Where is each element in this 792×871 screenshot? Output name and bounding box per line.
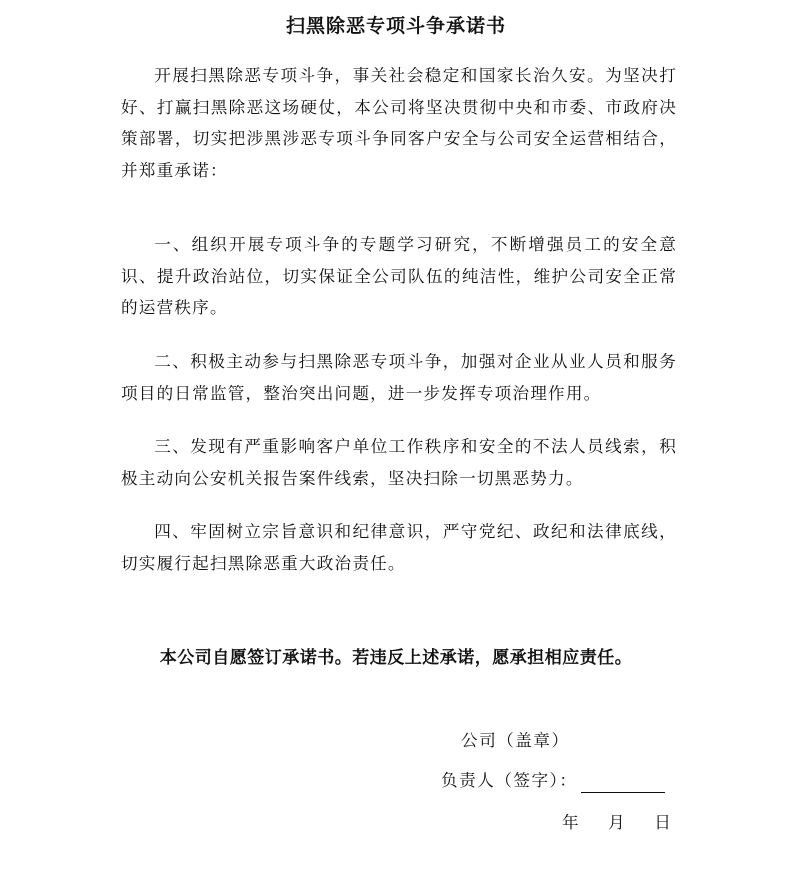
commitment-item-4: 四、牢固树立宗旨意识和纪律意识，严守党纪、政纪和法律底线，切实履行起扫黑除恶重大政治责任。	[121, 522, 677, 573]
date-day-label: 日	[654, 813, 673, 832]
date-line	[562, 811, 672, 835]
date-month-label: 月	[608, 813, 627, 832]
company-seal-label: 公司（盖章）	[461, 731, 570, 750]
responsible-person-label: 负责人（签字）：	[441, 771, 578, 790]
responsible-person-signature	[441, 769, 665, 793]
declaration-statement: 本公司自愿签订承诺书。若违反上述承诺，愿承担相应责任。	[159, 648, 633, 668]
signature-blank-line	[581, 772, 665, 793]
intro-paragraph: 开展扫黑除恶专项斗争，事关社会稳定和国家长治久安。为坚决打好、打赢扫黑除恶这场硬仗，本公司将坚决贯彻中央和市委、市政府决策部署，切实把涉黑涉恶专项斗争同客户安全与公司安全运营相结合，并郑重承诺：	[121, 66, 677, 180]
commitment-item-1: 一、组织开展专项斗争的专题学习研究，不断增强员工的安全意识、提升政治站位，切实保证全公司队伍的纯洁性，维护公司安全正常的运营秩序。	[121, 235, 677, 317]
date-year-label: 年	[562, 813, 581, 832]
document-title: 扫黑除恶专项斗争承诺书	[285, 15, 506, 37]
commitment-item-3: 三、发现有严重影响客户单位工作秩序和安全的不法人员线索，积极主动向公安机关报告案件线索，坚决扫除一切黑恶势力。	[121, 437, 677, 488]
commitment-item-2: 二、积极主动参与扫黑除恶专项斗争，加强对企业从业人员和服务项目的日常监管，整治突出问题，进一步发挥专项治理作用。	[121, 352, 677, 403]
